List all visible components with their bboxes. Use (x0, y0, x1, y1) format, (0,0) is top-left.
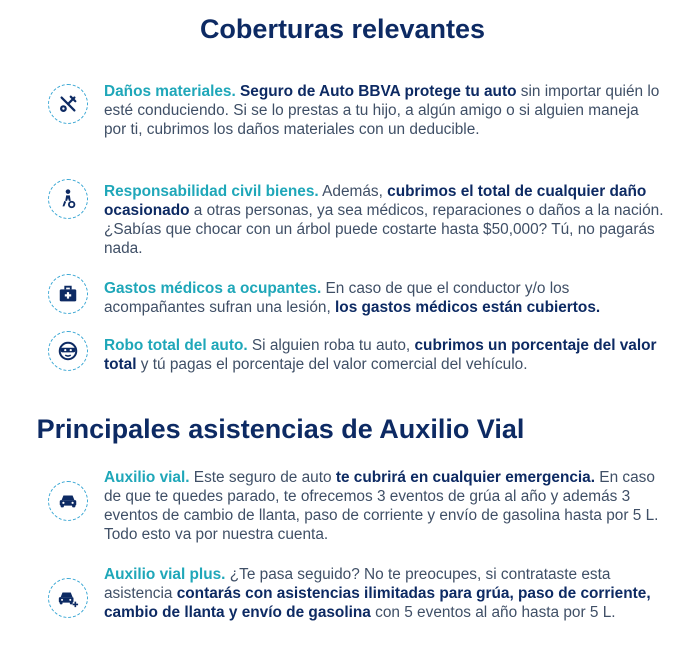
car-plus-icon (48, 578, 88, 618)
person-hit-icon (48, 179, 88, 219)
coverage-text: Gastos médicos a ocupantes. En caso de que el conductor y/o los acompañantes sufran una lesión, los gastos médicos están cubiertos. (104, 280, 601, 316)
coverage-text: Responsabilidad civil bienes. Además, cubrimos el total de cualquier daño ocasionado a otras personas, ya sea médicos, reparaciones o daños a la nación. ¿Sabías que chocar con un árbol puede costarte hasta $50,000? Tú, no pagarás nada. (104, 183, 664, 257)
coverage-title: Daños materiales. (104, 83, 236, 100)
assistance-text: Auxilio vial plus. ¿Te pasa seguido? No te preocupes, si contrataste esta asistencia contarás con asistencias ilimitadas para grúa, paso de corriente, cambio de llanta y envío de gasolina con 5 eventos al año hasta por 5 L. (104, 566, 651, 621)
tools-icon (48, 84, 88, 124)
coverage-text: Daños materiales. Seguro de Auto BBVA protege tu auto sin importar quién lo esté conduciendo. Si se lo prestas a tu hijo, a algún amigo o si alguien maneja por ti, cubrimos los daños materiales con un deducible. (104, 83, 660, 138)
coverage-title: Robo total del auto. (104, 337, 248, 354)
assistance-text: Auxilio vial. Este seguro de auto te cubrirá en cualquier emergencia. En caso de que te quedes parado, te ofrecemos 3 eventos de grúa al año y además 3 eventos de cambio de llanta, paso de corriente y envío de gasolina hasta por 5 L. Todo esto va por nuestra cuenta. (104, 469, 659, 543)
car-icon (48, 481, 88, 521)
coverage-title: Gastos médicos a ocupantes. (104, 280, 322, 297)
medical-kit-icon (48, 274, 88, 314)
section-title-coberturas: Coberturas relevantes (199, 14, 486, 44)
thief-mask-icon (48, 331, 88, 371)
section-title-asistencias: Principales asistencias de Auxilio Vial (36, 414, 525, 444)
assistance-title: Auxilio vial. (104, 469, 190, 486)
coverage-title: Responsabilidad civil bienes. (104, 183, 319, 200)
assistance-title: Auxilio vial plus. (104, 566, 226, 583)
coverage-text: Robo total del auto. Si alguien roba tu auto, cubrimos un porcentaje del valor total y tú pagas el porcentaje del valor comercial del vehículo. (104, 337, 657, 373)
